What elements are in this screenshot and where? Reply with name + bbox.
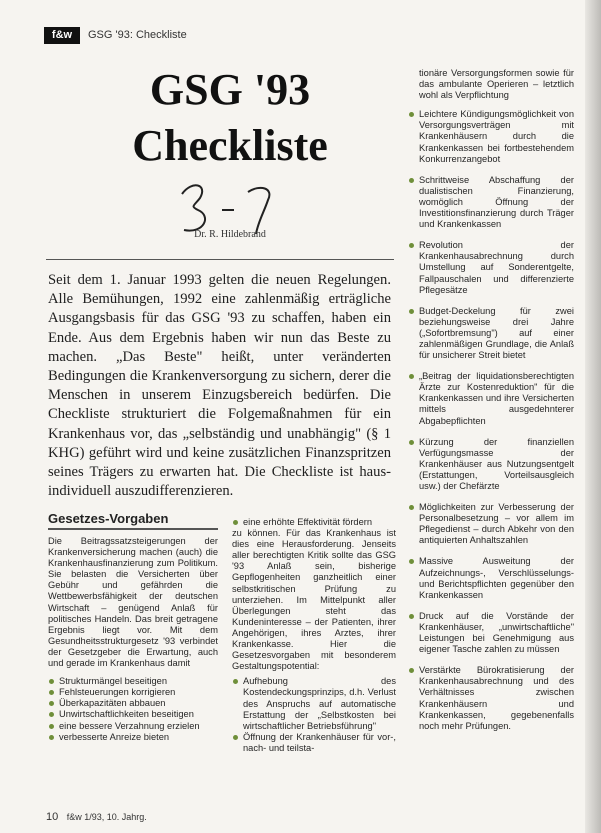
list-item: „Beitrag der liquidationsberechtigten Ärzte zur Kostenreduktion" für die Krankenkassen und ihre Versicherten mittels ausgedehnterer Abgabepflichten	[408, 371, 574, 426]
list-item: Aufhebung des Kostendeckungsprinzips, d.h. Verlust des Anspruchs auf automatische Erstattung der „Selbstkosten bei wirtschaftlicher Betriebsführung"	[232, 676, 396, 731]
list-item: Massive Ausweitung der Aufzeichnungs-, Verschlüsselungs- und Berichtspflichten gegenüber den Krankenkassen	[408, 556, 574, 600]
page-footer	[46, 811, 147, 823]
list-item: eine erhöhte Effektivität fördern	[232, 517, 396, 528]
law-provisions-list-continued	[408, 109, 574, 732]
list-item: Schrittweise Abschaffung der dualistischen Finanzierung, womöglich Öffnung der Investitionsfinanzierung durch Träger und Krankenkassen	[408, 175, 574, 230]
journal-logo: f&w	[44, 27, 80, 44]
list-item: Strukturmängel beseitigen	[48, 676, 218, 687]
journal-reference: f&w 1/93, 10. Jahrg.	[66, 812, 147, 822]
title-line-2: Checkliste	[132, 121, 328, 170]
intro-divider	[46, 259, 394, 260]
list-item: Überkapazitäten abbauen	[48, 698, 218, 709]
list-item: Kürzung der finanziellen Verfügungsmasse der Krankenhäuser aus Nutzungsentgelt (Erstattungen, Vorteilsausgleich usw.) der Chefärzte	[408, 437, 574, 492]
column-3	[408, 68, 574, 742]
list-item: Verstärkte Bürokratisierung der Krankenhausabrechnung und des Verhältnisses zwischen Krankenhäusern und Krankenkassen, gegebenenfalls noch mehr Prüfungen.	[408, 665, 574, 732]
list-item: Fehlsteuerungen korrigieren	[48, 687, 218, 698]
column-2	[232, 513, 396, 754]
list-item: Druck auf die Vorstände der Krankenhäuser, „unwirtschaftliche" Leistungen bei Genehmigung aus eigener Tasche zahlen zu müssen	[408, 611, 574, 655]
list-item: Budget-Deckelung für zwei beziehungsweise drei Jahre („Sofortbremsung") auf einer zahlenmäßigen Grundlage, die Anlaß für unsicherer Streit bietet	[408, 306, 574, 361]
column-1	[48, 536, 218, 743]
column-2-text: zu können. Für das Krankenhaus ist dies eine Herausforderung. Jenseits aller berechtigten Kritik sollte das GSG '93 Anlaß sein, bisherige Gepflogenheiten ganzheitlich einer selbstkritischen Prüfung zu unterziehen. Im Mittelpunkt aller Überlegungen steht das Kundeninteresse – der Patienten, ihrer Angehörigen, ihres Arztes, ihrer Krankenkasse. Hier die Gesetzesvorgaben mit besonderem Gestaltungspotential:	[232, 528, 396, 672]
list-item: verbesserte Anreize bieten	[48, 732, 218, 743]
title-line-1: GSG '93	[149, 65, 311, 114]
list-item: Öffnung der Krankenhäuser für vor-, nach- und teilsta-	[232, 732, 396, 754]
list-item: Revolution der Krankenhausabrechnung durch Umstellung auf Sonderentgelte, Fallpauschalen und differenzierte Pflegesätze	[408, 240, 574, 295]
list-item: Möglichkeiten zur Verbesserung der Personalbesetzung – vor allem im Pflegedienst – durch Abkehr von den antiquierten Anhaltszahlen	[408, 502, 574, 546]
list-item: Unwirtschaftlichkeiten beseitigen	[48, 709, 218, 720]
intro-paragraph: Seit dem 1. Januar 1993 gelten die neuen Regelungen. Alle Bemühungen, 1992 eine zahlenmäßig erträgliche Ausgangsbasis für das GSG '93 zu schaffen, haben ein Ende. Aus dem Ergebnis haben wir nun das Beste zu machen. „Das Beste" heißt, unter veränderten Bedingungen die Krankenversorgung zu sichern, derer die Menschen in unserem Einzugsbereich bedürfen. Die Checkliste strukturiert die Folgemaßnahmen für ein Krankenhaus vor, das „selbständig und unabhängig" (§ 1 KHG) geführt wird und keine zusätzlichen Finanzspritzen seines Trägers zu erwarten hat. Die Checkliste ist haus-individuell auszudifferenzieren.	[48, 272, 391, 500]
list-item: eine bessere Verzahnung erzielen	[48, 721, 218, 732]
goals-list	[48, 676, 218, 743]
column-1-text: Die Beitragssatzsteigerungen der Krankenversicherung machen (auch) die Krankenhausfinanzierung zum Politikum. Sie belasten die Versicherten über Gebühr und gefährden die Wettbewerbsfähigkeit der deutschen Wirtschaft – genügend Anlaß für politisches Handeln. Das breit getragene Ergebnis liegt vor. Mit dem Gesundheitsstrukturgesetz '93 verbindet der Gesetzgeber die Erwartung, auch und gerade im Krankenhaus damit	[48, 536, 218, 669]
page-number: 10	[46, 811, 59, 823]
page-edge-shadow	[585, 0, 601, 833]
header-section-title: GSG '93: Checkliste	[88, 29, 187, 41]
list-item: Leichtere Kündigungsmöglichkeit von Versorgungsverträgen mit Krankenhäusern durch die Krankenkassen bei fortbestehendem Konkurrenzangebot	[408, 109, 574, 164]
column-3-text: tionäre Versorgungsformen sowie für das ambulante Operieren – letztlich wohl als Verpflichtung	[419, 68, 574, 101]
section-heading: Gesetzes-Vorgaben	[48, 511, 169, 526]
author-byline: Dr. R. Hildebrand	[194, 229, 266, 240]
goals-list-continued	[232, 517, 396, 528]
section-rule	[48, 528, 218, 530]
law-provisions-list	[232, 676, 396, 754]
running-header	[44, 27, 244, 45]
